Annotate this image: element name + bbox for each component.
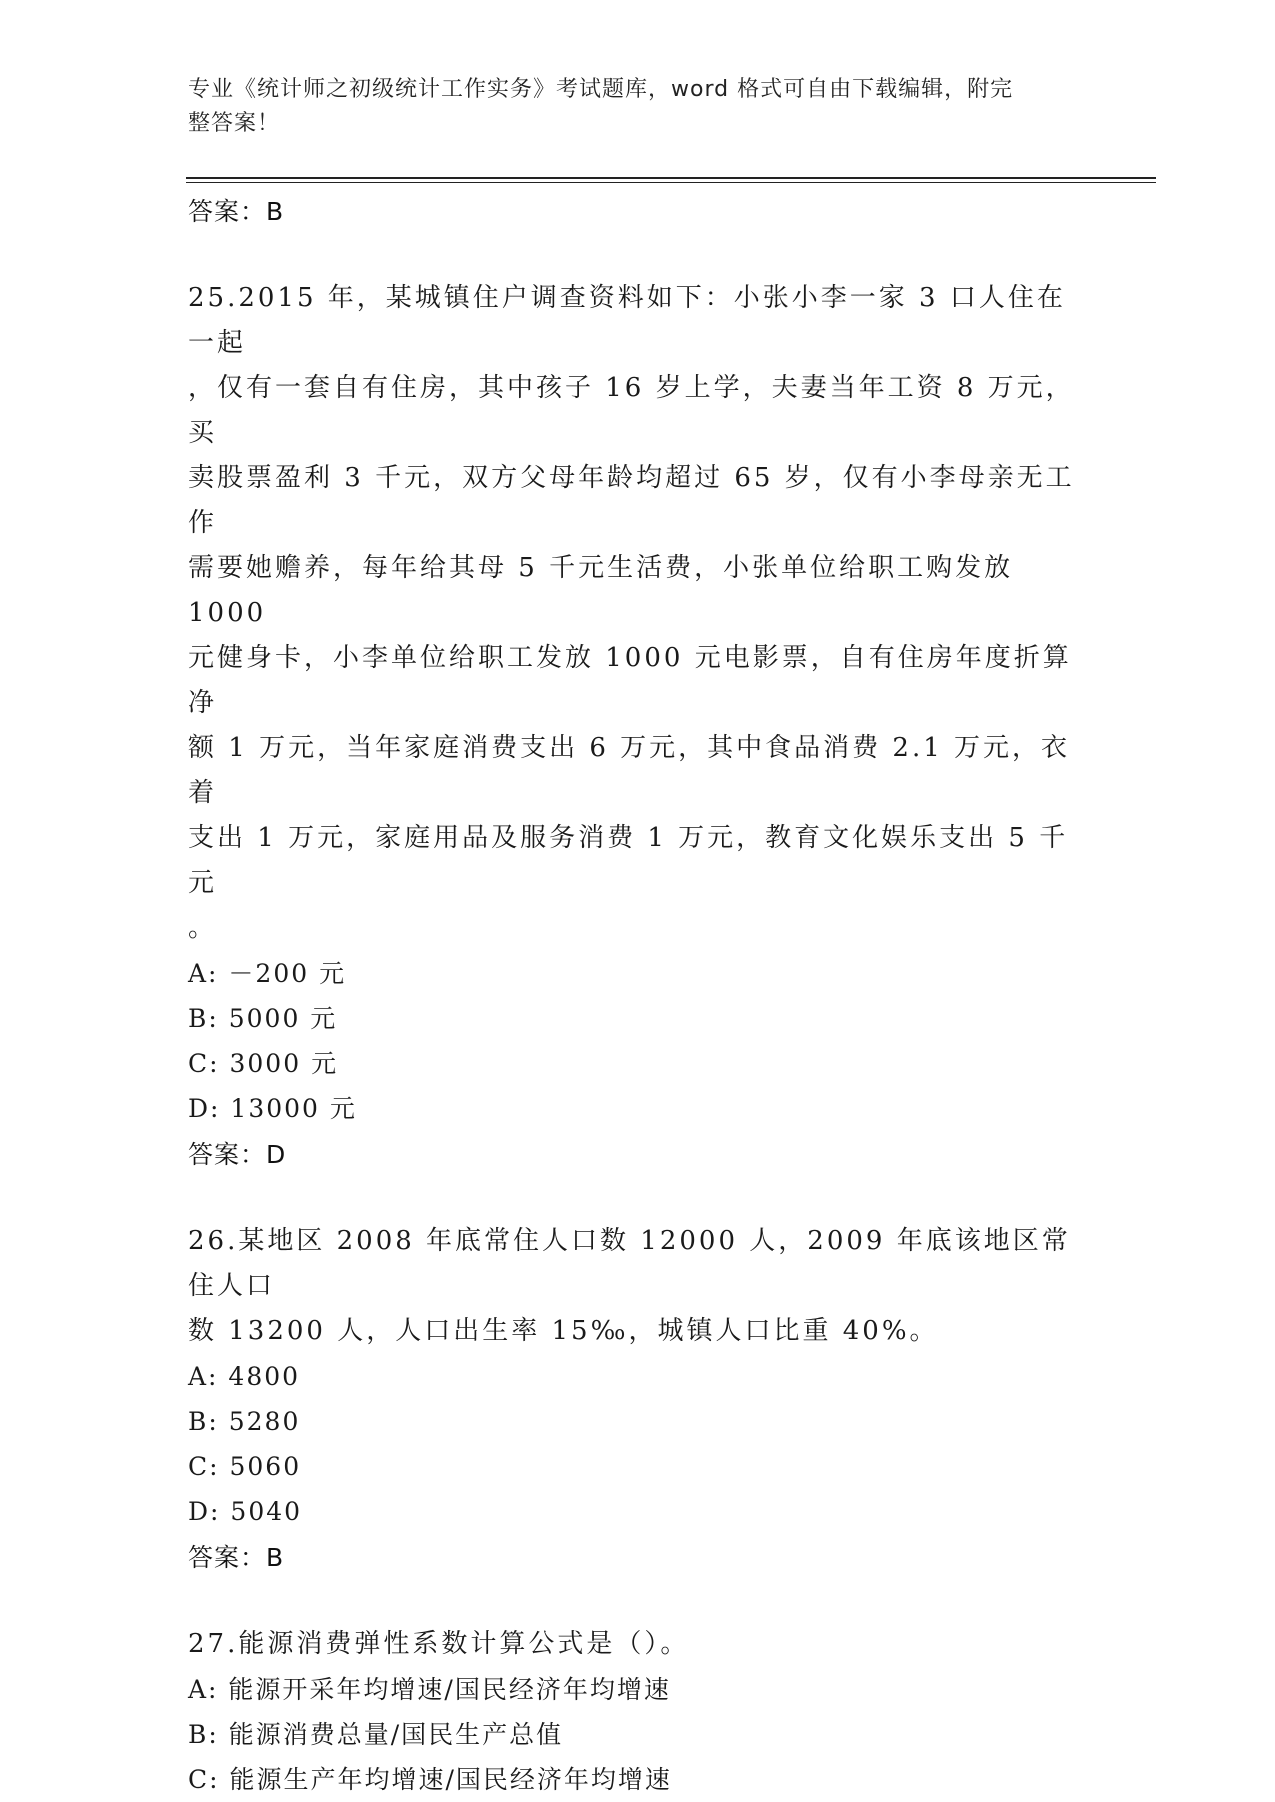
header-rule-thin: [186, 182, 1156, 183]
option-c: C: 能源生产年均增速/国民经济年均增速: [188, 1765, 672, 1794]
stem-line: 支出 1 万元，家庭用品及服务消费 1 万元，教育文化娱乐支出 5 千元: [188, 823, 1069, 898]
stem-line: 卖股票盈利 3 千元，双方父母年龄均超过 65 岁，仅有小李母亲无工作: [188, 463, 1075, 538]
option-b: B: 5000 元: [188, 1004, 338, 1033]
page-header: [188, 73, 1068, 141]
question-25: [188, 276, 1088, 1179]
option-a: A: 能源开采年均增速/国民经济年均增速: [188, 1675, 671, 1704]
spacer: [188, 1582, 1088, 1622]
header-line-2: 整答案！: [188, 111, 281, 136]
stem-line: 27.能源消费弹性系数计算公式是（）。: [188, 1629, 690, 1659]
stem-line: ，仅有一套自有住房，其中孩子 16 岁上学，夫妻当年工资 8 万元，买: [188, 373, 1075, 448]
option-d: D: 5040: [188, 1497, 303, 1526]
option-b: B: 能源消费总量/国民生产总值: [188, 1720, 564, 1749]
option-a: A: －200 元: [188, 959, 347, 988]
answer-25: 答案：D: [188, 1140, 287, 1169]
answer-26: 答案：B: [188, 1543, 285, 1572]
option-b: B: 5280: [188, 1407, 301, 1436]
stem-line: 。: [188, 913, 218, 943]
question-26: [188, 1219, 1088, 1582]
answer-24: 答案：B: [188, 197, 285, 226]
stem-line: 数 13200 人，人口出生率 15‰，城镇人口比重 40%。: [188, 1316, 939, 1346]
option-d: D: 13000 元: [188, 1094, 357, 1123]
header-rule-thick: [186, 177, 1156, 179]
question-25-stem: [188, 276, 1088, 951]
stem-line: 25.2015 年，某城镇住户调查资料如下：小张小李一家 3 口人住在一起: [188, 283, 1066, 358]
question-26-stem: [188, 1219, 1088, 1354]
question-27: [188, 1622, 1088, 1802]
spacer: [188, 236, 1088, 276]
option-c: C: 5060: [188, 1452, 302, 1481]
question-list: [188, 188, 1088, 1802]
stem-line: 需要她赡养，每年给其母 5 千元生活费，小张单位给职工购发放 1000: [188, 553, 1014, 628]
option-a: A: 4800: [188, 1362, 301, 1391]
option-c: C: 3000 元: [188, 1049, 339, 1078]
stem-line: 额 1 万元，当年家庭消费支出 6 万元，其中食品消费 2.1 万元，衣着: [188, 733, 1071, 808]
stem-line: 元健身卡，小李单位给职工发放 1000 元电影票，自有住房年度折算净: [188, 643, 1072, 718]
header-line-1: 专业《统计师之初级统计工作实务》考试题库，word 格式可自由下载编辑，附完: [188, 77, 1014, 102]
question-27-stem: [188, 1622, 1088, 1667]
stem-line: 26.某地区 2008 年底常住人口数 12000 人，2009 年底该地区常住人口: [188, 1226, 1071, 1301]
spacer: [188, 1179, 1088, 1219]
